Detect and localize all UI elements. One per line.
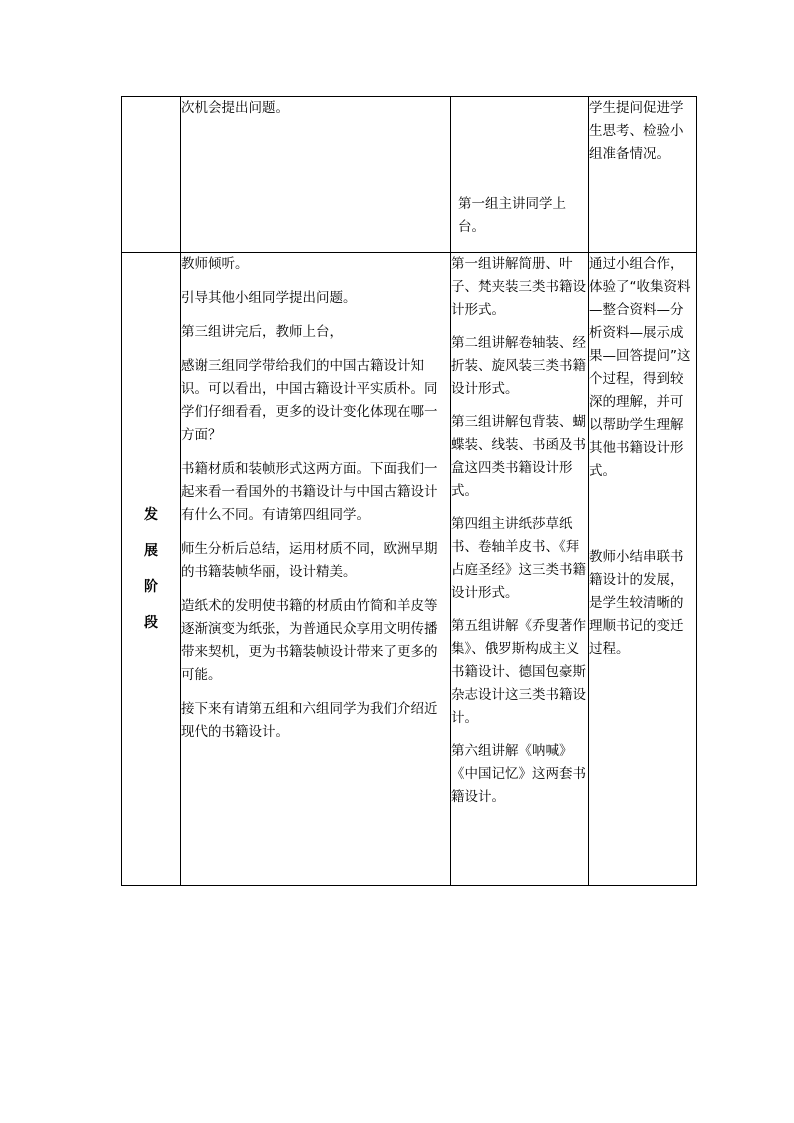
- teacher-activity-cell: [181, 253, 451, 886]
- teacher-paragraph: 第三组讲完后，教师上台，: [181, 324, 343, 340]
- stage-cell: [122, 253, 181, 886]
- student-paragraph: 第五组讲解《乔叟著作集》、俄罗斯构成主义书籍设计、德国包豪斯杂志设计这三类书籍设计。: [451, 618, 586, 726]
- student-paragraph: 第三组讲解包背装、蝴蝶装、线装、书函及书盒这四类书籍设计形式。: [451, 414, 586, 499]
- student-activity-text: 第一组主讲同学上台。: [458, 196, 566, 235]
- design-intent-cell: [589, 253, 697, 886]
- teacher-paragraph: 感谢三组同学带给我们的中国古籍设计知识。可以看出，中国古籍设计平实质朴。同学们仔细看看，更多的设计变化体现在哪一方面？: [181, 358, 438, 443]
- student-paragraph: 第六组讲解《呐喊》《中国记忆》这两套书籍设计。: [451, 743, 586, 805]
- stage-char: 阶: [144, 579, 158, 595]
- design-intent-cell: [589, 97, 697, 253]
- student-paragraph: 第一组讲解简册、叶子、梵夹装三类书籍设计形式。: [451, 256, 586, 318]
- stage-char: 发: [144, 507, 158, 523]
- student-paragraph: 第四组主讲纸莎草纸书、卷轴羊皮书、《拜占庭圣经》这三类书籍设计形式。: [451, 516, 586, 601]
- lesson-plan-table: [121, 96, 697, 886]
- intent-paragraph: 教师小结串联书籍设计的发展，是学生较清晰的理顺书记的变迁过程。: [589, 549, 684, 657]
- teacher-activity-text: 次机会提出问题。: [181, 100, 289, 116]
- design-intent-text: 学生提问促进学生思考、检验小组准备情况。: [589, 100, 684, 162]
- intent-paragraph: 通过小组合作，体验了“收集资料—整合资料—分析资料—展示成果—回答提问”这个过程，得到较深的理解，并可以帮助学生理解其他书籍设计形式。: [589, 256, 691, 479]
- stage-char: 段: [144, 615, 158, 631]
- teacher-paragraph: 接下来有请第五组和六组同学为我们介绍近现代的书籍设计。: [181, 701, 438, 740]
- table-row: [122, 253, 697, 886]
- table-row: [122, 97, 697, 253]
- teacher-paragraph: 造纸术的发明使书籍的材质由竹简和羊皮等逐渐演变为纸张，为普通民众享用文明传播带来契机，更为书籍装帧设计带来了更多的可能。: [181, 598, 438, 683]
- teacher-paragraph: 引导其他小组同学提出问题。: [181, 290, 357, 306]
- student-activity-cell: [451, 97, 589, 253]
- stage-cell: [122, 97, 181, 253]
- teacher-paragraph: 师生分析后总结，运用材质不同，欧洲早期的书籍装帧华丽，设计精美。: [181, 541, 438, 580]
- student-paragraph: 第二组讲解卷轴装、经折装、旋风装三类书籍设计形式。: [451, 335, 586, 397]
- teacher-activity-cell: [181, 97, 451, 253]
- teacher-paragraph: 教师倾听。: [181, 256, 249, 272]
- stage-char: 展: [144, 543, 158, 559]
- teacher-paragraph: 书籍材质和装帧形式这两方面。下面我们一起来看一看国外的书籍设计与中国古籍设计有什么不同。有请第四组同学。: [181, 461, 438, 523]
- student-activity-cell: [451, 253, 589, 886]
